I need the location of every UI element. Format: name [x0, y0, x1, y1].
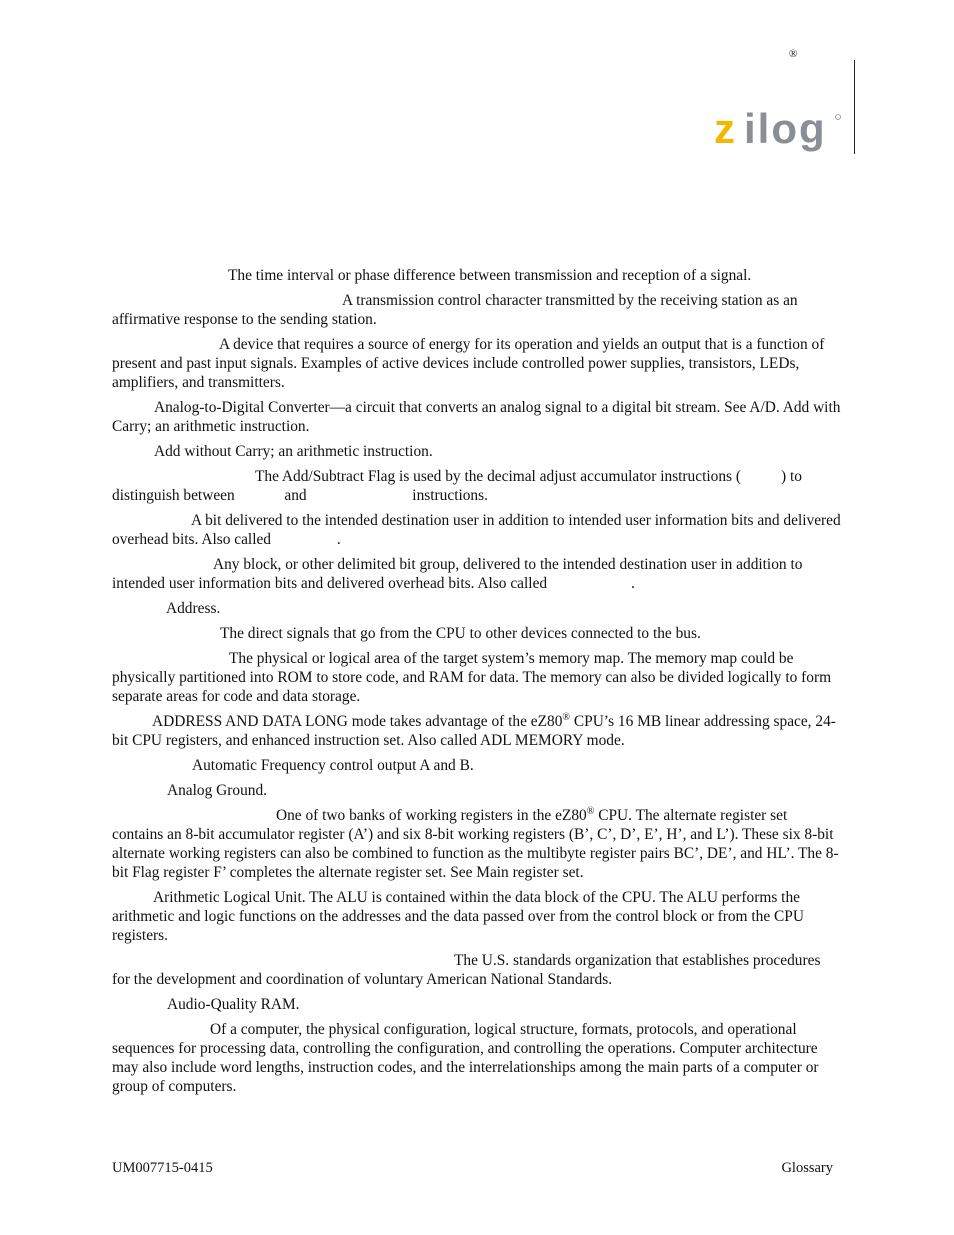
glossary-definition: The physical or logical area of the target system’s memory map. The memory map could be physically partitioned into ROM to store code, and RAM for data. The memory can also be divided logically to form separate areas for code and data storage.: [112, 650, 832, 705]
header-divider: [854, 60, 855, 154]
glossary-entry: [112, 266, 842, 285]
section-name: Glossary: [781, 1160, 833, 1176]
glossary-definition-part: A bit delivered to the intended destination user in addition to intended user information bits and delivered overhead bits. Also called: [112, 512, 841, 548]
glossary-definition-part: and: [280, 487, 311, 504]
glossary-definition: A transmission control character transmitted by the receiving station as an affirmative response to the sending station.: [112, 292, 798, 328]
glossary-entry: [112, 712, 842, 750]
glossary-definition: ADDRESS AND DATA LONG mode takes advantage of the eZ80: [152, 713, 563, 730]
glossary-entry: [112, 781, 842, 800]
glossary-entry: [112, 511, 842, 549]
glossary-entry: [112, 398, 842, 436]
glossary-entry: [112, 335, 842, 392]
zilog-logo: [714, 108, 844, 158]
glossary-definition: Audio-Quality RAM.: [167, 996, 300, 1013]
glossary-definition: Of a computer, the physical configuration, logical structure, formats, protocols, and operational sequences for processing data, controlling the configuration, and controlling the operations. Computer architecture may also include word lengths, instruction codes, and the interrelationships among the main parts of a computer or group of computers.: [112, 1021, 819, 1095]
glossary-definition: Arithmetic Logical Unit. The ALU is contained within the data block of the CPU. The ALU performs the arithmetic and logic functions on the addresses and the data passed over from the control block or from the CPU registers.: [112, 889, 804, 944]
glossary-definition-part: The Add/Subtract Flag is used by the decimal adjust accumulator instructions (: [255, 468, 741, 485]
glossary-definition: The U.S. standards organization that establishes procedures for the development and coordination of voluntary American National Standards.: [112, 952, 821, 988]
glossary-definition-cont: CPU’s 16 MB linear addressing space, 24-bit CPU registers, and enhanced instruction set. Also called ADL MEMORY mode.: [112, 713, 836, 749]
glossary-entry: [112, 649, 842, 706]
glossary-definition: The time interval or phase difference between transmission and reception of a signal.: [228, 267, 752, 284]
glossary-entry: [112, 756, 842, 775]
glossary-entry: [112, 888, 842, 945]
glossary-entry: [112, 1020, 842, 1096]
document-id: UM007715-0415: [112, 1160, 213, 1176]
glossary-entry: [112, 995, 842, 1014]
glossary-definition: Add without Carry; an arithmetic instruction.: [154, 443, 433, 460]
glossary-definition: A device that requires a source of energy for its operation and yields an output that is a function of present and past input signals. Examples of active devices include controlled power supplies, transistors, LEDs, amplifiers, and transmitters.: [112, 336, 825, 391]
registered-mark: ®: [562, 711, 571, 723]
glossary-entry: [112, 624, 842, 643]
registered-mark: ®: [586, 805, 595, 817]
glossary-definition-part: .: [336, 531, 341, 548]
glossary-definition: Automatic Frequency control output A and B.: [192, 757, 474, 774]
svg-text:ilog: ilog: [744, 108, 827, 152]
glossary-entries: [112, 266, 842, 1102]
glossary-definition: Analog Ground.: [167, 782, 268, 799]
glossary-entry: [112, 599, 842, 618]
glossary-definition: One of two banks of working registers in the eZ80: [276, 807, 587, 824]
glossary-definition: Analog-to-Digital Converter—a circuit that converts an analog signal to a digital bit stream. See A/D. Add with Carry; an arithmetic instruction.: [112, 399, 841, 435]
svg-text:z: z: [714, 108, 735, 152]
glossary-entry: [112, 806, 842, 882]
glossary-definition-cont: CPU. The alternate register set contains an 8-bit accumulator register (A’) and six 8-bit working registers (B’, C’, D’, E’, H’, and L’). These six 8-bit alternate working registers can also be combined to function as the multibyte register pairs BC’, DE’, and HL’. The 8-bit Flag register F’ completes the alternate register set. See Main register set.: [112, 807, 839, 881]
glossary-entry: [112, 442, 842, 461]
glossary-definition-part: Any block, or other delimited bit group, delivered to the intended destination user in addition to intended user information bits and delivered overhead bits. Also called: [112, 556, 803, 592]
glossary-definition: Address.: [166, 600, 221, 617]
glossary-definition-part: .: [630, 575, 635, 592]
glossary-entry: [112, 555, 842, 593]
glossary-entry: [112, 291, 842, 329]
glossary-entry: [112, 467, 842, 505]
glossary-entry: [112, 951, 842, 989]
glossary-definition-part: ) to distinguish between: [112, 468, 802, 504]
glossary-definition-part: instructions.: [408, 487, 488, 504]
registered-trademark-mark: ®: [789, 48, 798, 60]
glossary-definition: The direct signals that go from the CPU to other devices connected to the bus.: [220, 625, 701, 642]
